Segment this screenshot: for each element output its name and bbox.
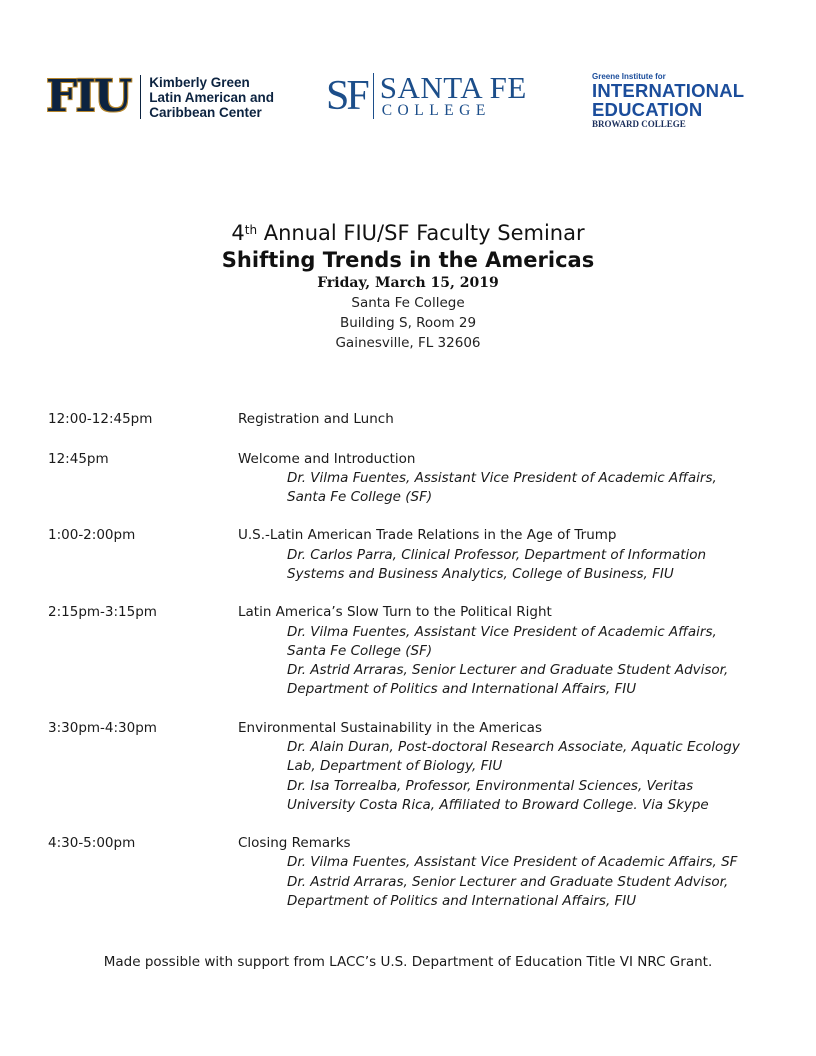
- santa-fe-logo: [326, 70, 527, 122]
- schedule: [48, 410, 778, 911]
- fiu-logo: [46, 71, 274, 122]
- greene-top-line: Greene Institute for: [592, 72, 666, 81]
- speaker-line: Dr. Carlos Parra, Clinical Professor, Department of Information: [287, 546, 707, 563]
- greene-line-1: INTERNATIONAL: [592, 80, 745, 101]
- entry-speakers: [287, 469, 778, 507]
- schedule-entry: [48, 719, 778, 815]
- entry-title: U.S.-Latin American Trade Relations in the Age of Trump: [238, 527, 617, 544]
- entry-speakers: [287, 623, 778, 700]
- fiu-center-line: Kimberly Green: [149, 74, 250, 90]
- sf-name: SANTA FE: [379, 70, 527, 105]
- fiu-center-line: Caribbean Center: [149, 104, 262, 120]
- funding-note: Made possible with support from LACC’s U.S. Department of Education Title VI NRC Grant.: [103, 954, 713, 970]
- entry-time: 12:45pm: [48, 450, 109, 467]
- location-line: Gainesville, FL 32606: [335, 335, 481, 351]
- sf-college: COLLEGE: [381, 102, 491, 119]
- logo-bar: [0, 0, 816, 140]
- seminar-date: Friday, March 15, 2019: [317, 275, 499, 291]
- entry-time: 2:15pm-3:15pm: [48, 604, 157, 621]
- speaker-line: Santa Fe College (SF): [287, 643, 433, 660]
- sf-wordmark: [379, 70, 527, 119]
- speaker-line: Department of Politics and International Affairs, FIU: [287, 681, 637, 698]
- schedule-entry: [48, 526, 778, 584]
- speaker-line: University Costa Rica, Affiliated to Broward College. Via Skype: [287, 796, 709, 813]
- speaker-line: Systems and Business Analytics, College of Business, FIU: [287, 566, 674, 583]
- seminar-title: [0, 220, 816, 246]
- seminar-title-text: Annual FIU/SF Faculty Seminar: [257, 221, 585, 245]
- seminar-header: [0, 220, 816, 353]
- entry-title: Registration and Lunch: [238, 411, 394, 427]
- fiu-divider: [140, 75, 141, 119]
- schedule-entry: [48, 410, 778, 430]
- greene-institute-logo: [592, 72, 744, 129]
- schedule-entry: [48, 450, 778, 508]
- seminar-ordinal: 4: [231, 221, 245, 245]
- greene-bottom-line: BROWARD COLLEGE: [592, 119, 686, 129]
- fiu-center-line: Latin American and: [149, 89, 274, 105]
- sf-mark: SF: [326, 73, 367, 119]
- speaker-line: Department of Politics and International Affairs, FIU: [287, 892, 637, 909]
- entry-speakers: [287, 853, 778, 911]
- entry-title: Environmental Sustainability in the Americas: [238, 719, 542, 736]
- entry-speakers: [287, 738, 778, 815]
- entry-title: Latin America’s Slow Turn to the Political Right: [238, 604, 552, 621]
- fiu-center-name: [149, 75, 274, 120]
- speaker-line: Dr. Alain Duran, Post-doctoral Research Associate, Aquatic Ecology: [287, 739, 740, 756]
- location-line: Santa Fe College: [351, 295, 465, 311]
- entry-title: Closing Remarks: [238, 834, 351, 851]
- entry-time: 1:00-2:00pm: [48, 527, 136, 544]
- fiu-mark: FIU: [46, 71, 131, 122]
- seminar-ordinal-suffix: th: [244, 223, 258, 237]
- seminar-subtitle: Shifting Trends in the Americas: [221, 248, 595, 272]
- entry-title: Welcome and Introduction: [238, 450, 416, 467]
- sf-divider: [373, 73, 374, 119]
- entry-time: 4:30-5:00pm: [48, 834, 136, 851]
- speaker-line: Dr. Vilma Fuentes, Assistant Vice President of Academic Affairs,: [287, 470, 717, 486]
- entry-time: 12:00-12:45pm: [48, 411, 153, 427]
- speaker-line: Santa Fe College (SF): [287, 489, 433, 506]
- speaker-line: Dr. Astrid Arraras, Senior Lecturer and Graduate Student Advisor,: [287, 873, 729, 890]
- location-line: Building S, Room 29: [339, 315, 477, 331]
- speaker-line: Dr. Astrid Arraras, Senior Lecturer and Graduate Student Advisor,: [287, 662, 729, 679]
- speaker-line: Lab, Department of Biology, FIU: [287, 758, 503, 775]
- schedule-entry: [48, 603, 778, 699]
- schedule-entry: [48, 834, 778, 911]
- speaker-line: Dr. Vilma Fuentes, Assistant Vice President of Academic Affairs,: [287, 623, 717, 640]
- speaker-line: Dr. Isa Torrealba, Professor, Environmental Sciences, Veritas: [287, 777, 694, 794]
- entry-speakers: [287, 546, 778, 584]
- entry-time: 3:30pm-4:30pm: [48, 719, 157, 736]
- greene-line-2: EDUCATION: [592, 99, 703, 120]
- speaker-line: Dr. Vilma Fuentes, Assistant Vice President of Academic Affairs, SF: [287, 854, 738, 871]
